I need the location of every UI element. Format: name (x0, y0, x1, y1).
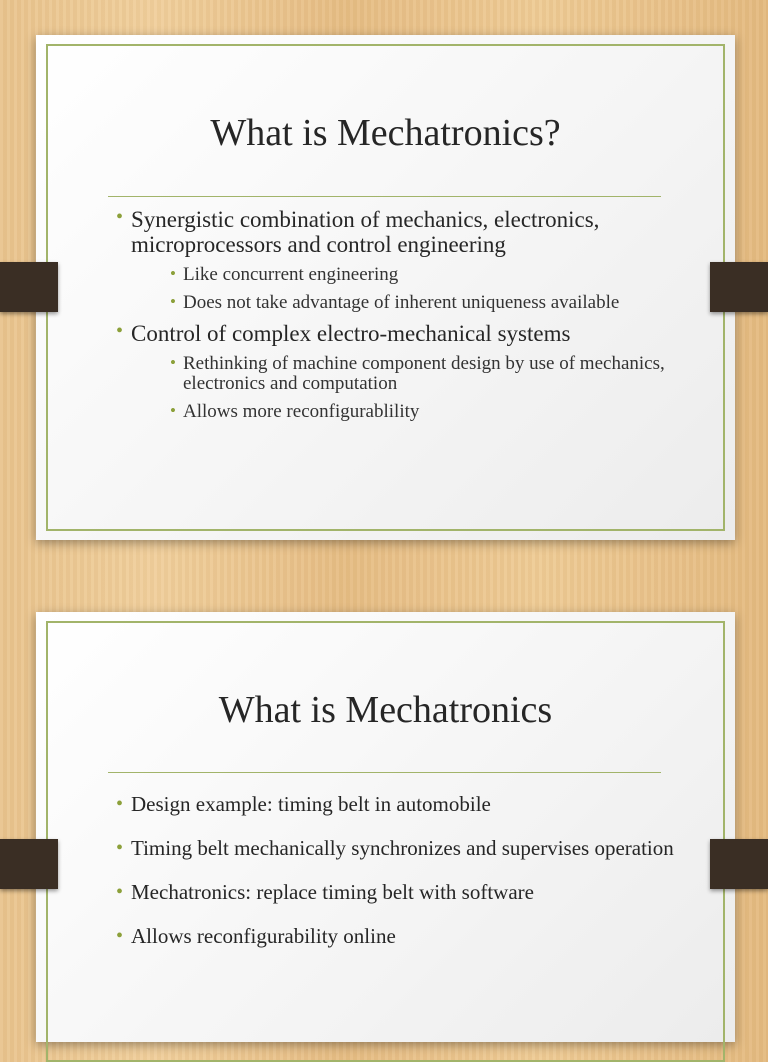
bullet-text: Control of complex electro-mechanical systems (131, 321, 571, 346)
bullet-icon: • (116, 881, 124, 903)
binder-tab-right (710, 262, 768, 312)
bullet-icon: • (170, 292, 176, 311)
title-divider (108, 772, 661, 773)
sub-bullet-item (170, 293, 675, 313)
binder-tab-right (710, 839, 768, 889)
slide-title: What is Mechatronics? (210, 112, 561, 154)
slide-1 (36, 35, 735, 540)
bullet-text: Allows reconfigurability online (131, 924, 396, 948)
bullet-icon: • (116, 793, 124, 815)
bullet-text: Synergistic combination of mechanics, electronics, microprocessors and control engineering (131, 207, 600, 257)
bullet-icon: • (116, 320, 124, 342)
bullet-icon: • (170, 401, 176, 420)
bullet-icon: • (170, 353, 176, 372)
bullet-item (116, 321, 675, 346)
binder-tab-left (0, 839, 58, 889)
sub-bullet-text: Rethinking of machine component design by use of mechanics, electronics and computation (183, 353, 665, 394)
bullet-icon: • (116, 206, 124, 228)
slide-body (116, 207, 675, 430)
sub-bullet-item (170, 265, 675, 285)
bullet-icon: • (116, 837, 124, 859)
title-divider (108, 196, 661, 197)
bullet-text: Mechatronics: replace timing belt with software (131, 880, 534, 904)
bullet-item (116, 876, 675, 908)
sub-bullet-text: Like concurrent engineering (183, 264, 399, 285)
sub-bullet-item (170, 402, 675, 422)
slide-2 (36, 612, 735, 1042)
binder-tab-left (0, 262, 58, 312)
bullet-text: Timing belt mechanically synchronizes and supervises operation (131, 836, 674, 860)
bullet-item (116, 207, 675, 257)
bullet-item (116, 920, 675, 952)
sub-bullet-item (170, 354, 675, 394)
bullet-text: Design example: timing belt in automobile (131, 792, 491, 816)
bullet-icon: • (170, 264, 176, 283)
bullet-icon: • (116, 925, 124, 947)
bullet-item (116, 832, 675, 864)
sub-bullet-text: Allows more reconfigurablility (183, 401, 420, 422)
sub-bullet-text: Does not take advantage of inherent uniqueness available (183, 292, 620, 313)
slide-title: What is Mechatronics (218, 689, 553, 731)
bullet-item (116, 788, 675, 820)
slide-body (116, 788, 675, 964)
